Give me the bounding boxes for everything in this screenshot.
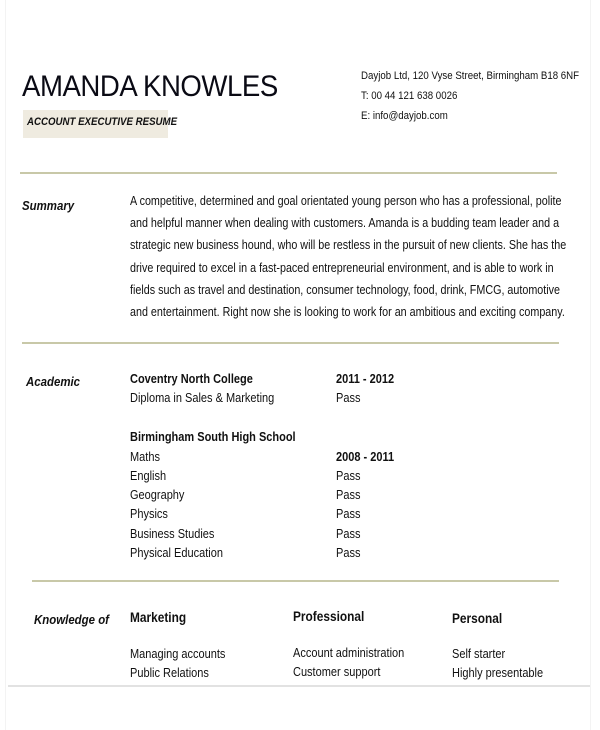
knowledge-column-heading: Professional <box>293 609 365 624</box>
contact-phone: T: 00 44 121 638 0026 <box>361 90 458 102</box>
summary-line: drive required to excel in a fast-paced entrepreneurial environment, and is able to work in <box>130 260 554 275</box>
knowledge-label: Knowledge of <box>34 612 109 627</box>
section-divider <box>32 580 559 582</box>
knowledge-column-heading: Personal <box>452 611 503 626</box>
summary-line: A competitive, determined and goal orientated young person who has a professional, polite <box>130 194 562 208</box>
college-result: Pass <box>336 391 361 405</box>
subject-result: Pass <box>336 546 361 560</box>
academic-label: Academic <box>26 374 81 389</box>
knowledge-item: Self starter <box>452 647 506 661</box>
page-bottom-edge <box>8 685 590 687</box>
section-divider <box>20 172 557 174</box>
subject-result: Pass <box>336 488 361 502</box>
college-course: Diploma in Sales & Marketing <box>130 391 275 405</box>
summary-line: and entertainment. Right now she is looking to work for an ambitious and exciting company. <box>130 305 565 320</box>
school-name: Birmingham South High School <box>130 430 296 444</box>
college-years: 2011 - 2012 <box>336 372 395 386</box>
section-divider <box>22 342 559 344</box>
subject-name: Physical Education <box>130 546 223 560</box>
resume-subtitle: ACCOUNT EXECUTIVE RESUME <box>27 116 178 128</box>
contact-address: Dayjob Ltd, 120 Vyse Street, Birmingham B18 6NF <box>361 70 580 82</box>
summary-label: Summary <box>22 198 75 213</box>
knowledge-item: Account administration <box>293 646 405 660</box>
knowledge-item: Public Relations <box>130 666 209 680</box>
subject-result: Pass <box>336 507 361 521</box>
subject-name: Business Studies <box>130 527 215 541</box>
school-years: 2008 - 2011 <box>336 450 395 464</box>
summary-text <box>130 190 600 323</box>
subject-result: Pass <box>336 527 361 541</box>
summary-line: fields such as travel and destination, consumer technology, food, drink, FMCG, automotive <box>130 282 561 297</box>
page-edge <box>5 0 6 730</box>
subject-name: Physics <box>130 507 168 521</box>
knowledge-item: Highly presentable <box>452 666 544 680</box>
subject-name: English <box>130 469 167 483</box>
subject-result: Pass <box>336 469 361 483</box>
knowledge-item: Customer support <box>293 665 381 679</box>
subject-name: Geography <box>130 488 185 502</box>
knowledge-column-heading: Marketing <box>130 610 187 625</box>
page-edge <box>590 0 591 730</box>
subject-name: Maths <box>130 450 160 464</box>
summary-line: strategic new business hound, who will be restless in the pursuit of new clients. She has the <box>130 238 567 253</box>
college-name: Coventry North College <box>130 372 253 386</box>
knowledge-item: Managing accounts <box>130 647 226 661</box>
contact-email: E: info@dayjob.com <box>361 110 448 122</box>
summary-line: and helpful manner when dealing with customers. Amanda is a budding team leader and a <box>130 216 560 231</box>
candidate-name: AMANDA KNOWLES <box>22 70 278 103</box>
